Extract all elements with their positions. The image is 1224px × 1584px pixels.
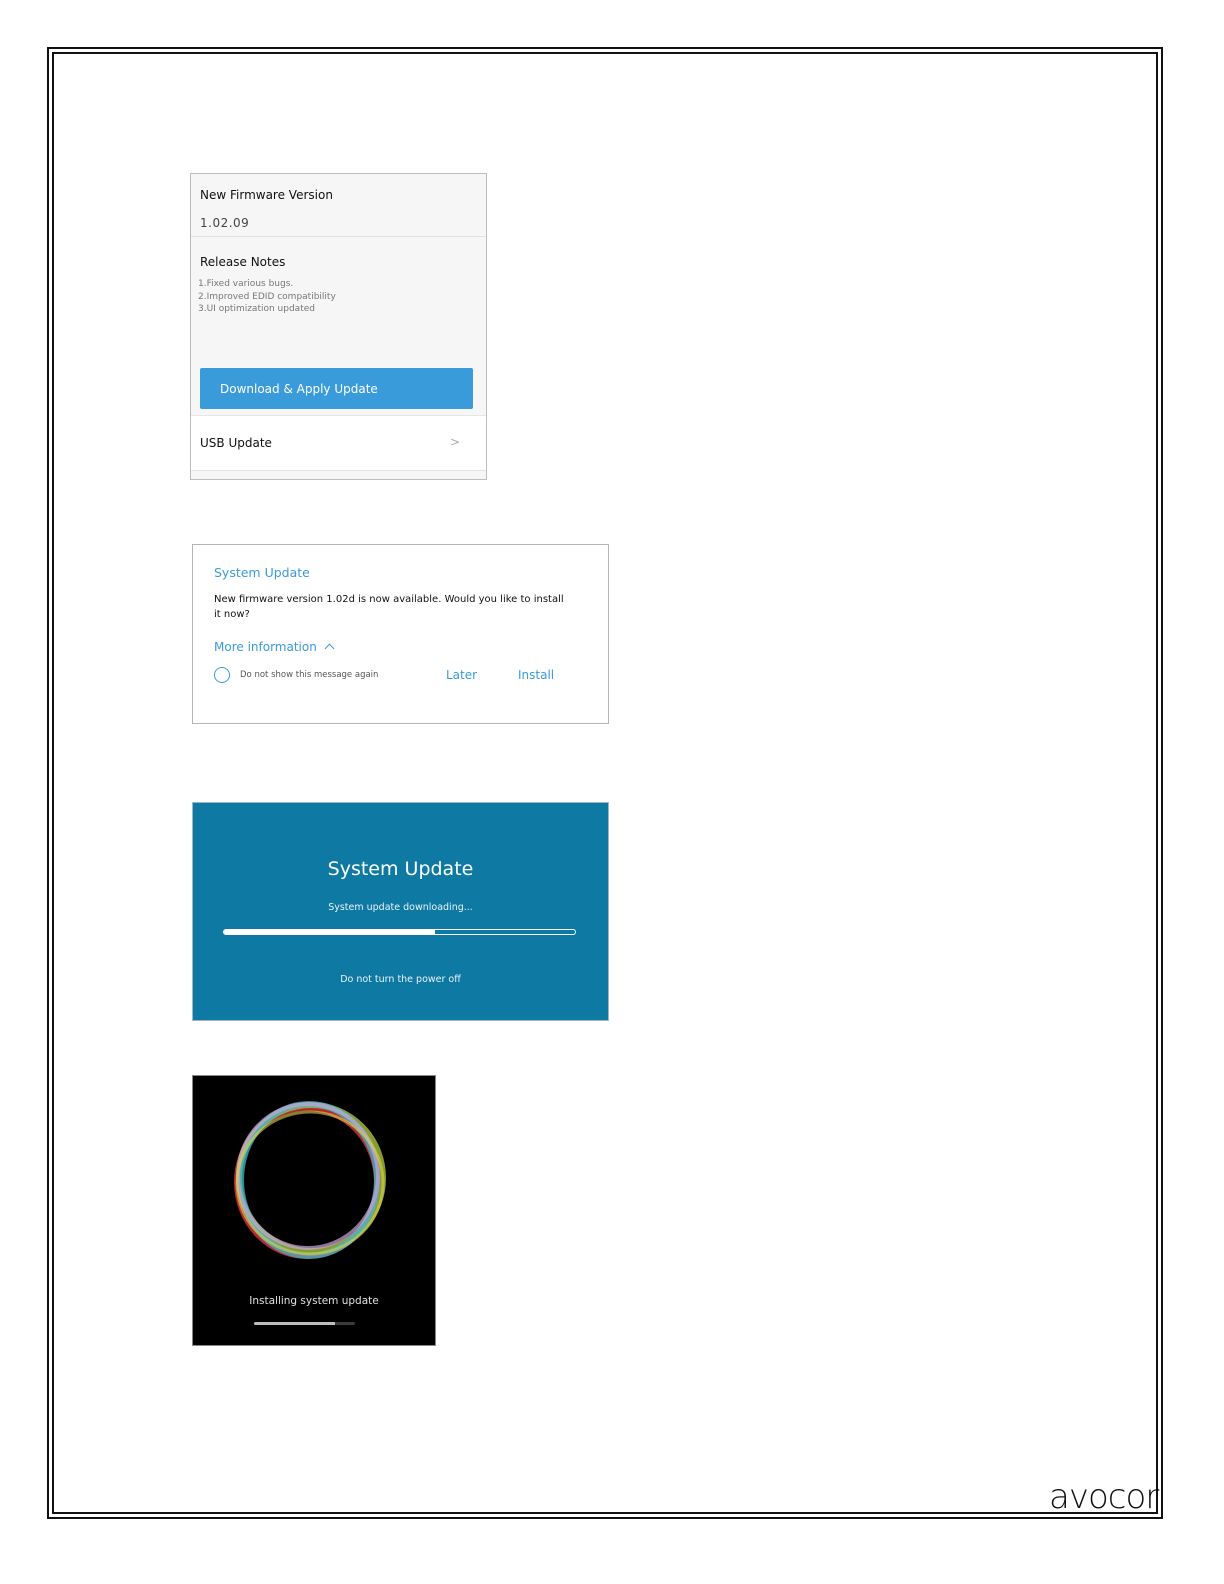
release-note-item: 2.Improved EDID compatibility xyxy=(198,291,336,302)
firmware-version: 1.02.09 xyxy=(200,216,250,230)
install-button[interactable]: Install xyxy=(518,668,555,682)
firmware-title: New Firmware Version xyxy=(200,188,333,202)
chevron-right-icon: > xyxy=(449,435,460,449)
usb-update-label: USB Update xyxy=(200,436,272,450)
release-notes-list xyxy=(198,278,336,316)
chevron-up-icon xyxy=(324,644,334,654)
spinner-ring-icon xyxy=(223,1096,393,1266)
system-update-dialog xyxy=(192,544,609,724)
dialog-title: System Update xyxy=(214,565,310,580)
download-progress-fill xyxy=(224,930,435,934)
download-apply-update-button[interactable]: Download & Apply Update xyxy=(200,368,473,409)
release-note-item: 3.UI optimization updated xyxy=(198,304,315,314)
installing-label: Installing system update xyxy=(249,1295,379,1307)
later-button[interactable]: Later xyxy=(446,668,478,682)
divider xyxy=(191,236,486,237)
release-notes-title: Release Notes xyxy=(200,255,286,269)
release-note-item: 1.Fixed various bugs. xyxy=(198,279,294,289)
install-progress-bar xyxy=(254,1322,355,1325)
do-not-show-radio[interactable] xyxy=(214,667,230,683)
usb-update-row[interactable] xyxy=(191,415,486,471)
download-progress-bar xyxy=(223,929,576,935)
download-title: System Update xyxy=(327,858,474,880)
do-not-show-label: Do not show this message again xyxy=(240,670,379,680)
dialog-message: New firmware version 1.02d is now available. Would you like to install it now? xyxy=(214,594,564,620)
download-progress-screen xyxy=(192,802,609,1021)
avocor-logo: avocor xyxy=(1049,1477,1159,1517)
power-warning: Do not turn the power off xyxy=(340,974,461,985)
download-status: System update downloading... xyxy=(328,902,473,913)
more-information-label: More information xyxy=(214,640,317,654)
firmware-settings-panel xyxy=(190,173,487,480)
more-information-toggle[interactable] xyxy=(214,640,333,654)
installing-screen xyxy=(192,1075,436,1346)
install-progress-fill xyxy=(254,1322,335,1325)
